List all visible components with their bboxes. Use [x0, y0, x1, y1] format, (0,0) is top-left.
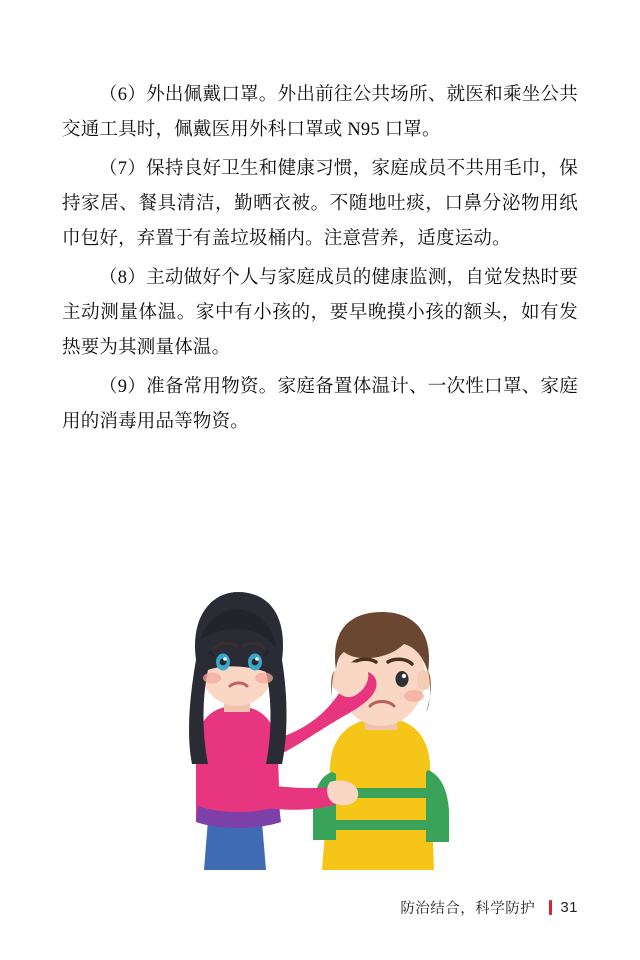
page-footer: [400, 897, 578, 918]
body-text-block: [62, 78, 578, 440]
footer-chapter-title: 防治结合，科学防护: [400, 901, 536, 917]
paragraph-7: （7）保持良好卫生和健康习惯，家庭成员不共用毛巾，保持家居、餐具清洁，勤晒衣被。不随地吐痰，口鼻分泌物用纸巾包好，弃置于有盖垃圾桶内。注意营养，适度运动。: [62, 159, 578, 249]
paragraph-9: （9）准备常用物资。家庭备置体温计、一次性口罩、家庭用的消毒用品等物资。: [62, 377, 578, 432]
paragraph-8: （8）主动做好个人与家庭成员的健康监测，自觉发热时要主动测量体温。家中有小孩的，要早晚摸小孩的额头，如有发热要为其测量体温。: [62, 268, 578, 358]
paragraph-6: （6）外出佩戴口罩。外出前往公共场所、就医和乘坐公共交通工具时，佩戴医用外科口罩或 N95 口罩。: [62, 85, 578, 140]
illustration-mother-checking-child-temperature: [0, 520, 640, 870]
footer-divider-icon: [549, 900, 552, 915]
page-number: 31: [560, 899, 578, 916]
